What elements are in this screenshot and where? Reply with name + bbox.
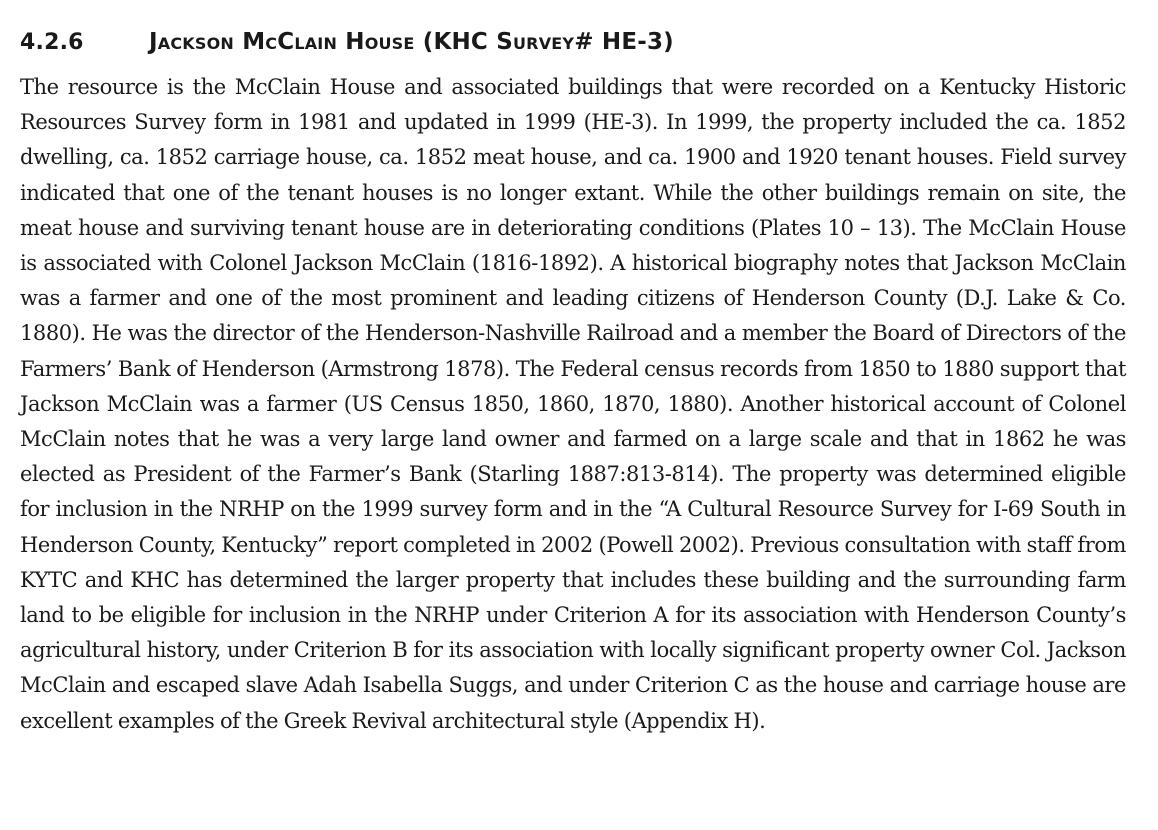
- section-number: 4.2.6: [20, 30, 84, 55]
- section-heading: [20, 29, 674, 63]
- body-paragraph: The resource is the McClain House and associated buildings that were recorded on a Kentucky Historic Resources Survey form in 1981 and updated in 1999 (HE-3). In 1999, the property included the ca. 1852 dwelling, ca. 1852 carriage house, ca. 1852 meat house, and ca. 1900 and 1920 tenant houses. Field survey indicated that one of the tenant houses is no longer extant. While the other buildings remain on site, the meat house and surviving tenant house are in deteriorating conditions (Plates 10 – 13). The McClain House is associated with Colonel Jackson McClain (1816-1892). A historical biography notes that Jackson McClain was a farmer and one of the most prominent and leading citizens of Henderson County (D.J. Lake & Co. 1880). He was the director of the Henderson-Nashville Railroad and a member the Board of Directors of the Farmers’ Bank of Henderson (Armstrong 1878). The Federal census records from 1850 to 1880 support that Jackson McClain was a farmer (US Census 1850, 1860, 1870, 1880). Another historical account of Colonel McClain notes that he was a very large land owner and farmed on a large scale and that in 1862 he was elected as President of the Farmer’s Bank (Starling 1887:813-814). The property was determined eligible for inclusion in the NRHP on the 1999 survey form and in the “A Cultural Resource Survey for I-69 South in Henderson County, Kentucky” report completed in 2002 (Powell 2002). Previous consultation with staff from KYTC and KHC has determined the larger property that includes these building and the surrounding farm land to be eligible for inclusion in the NRHP under Criterion A for its association with Henderson County’s agricultural history, under Criterion B for its association with locally significant property owner Col. Jackson McClain and escaped slave Adah Isabella Suggs, and under Criterion C as the house and carriage house are excellent examples of the Greek Revival architectural style (Appendix H).: [20, 75, 1126, 733]
- section-title: Jackson McClain House (KHC Survey# HE-3): [149, 29, 674, 55]
